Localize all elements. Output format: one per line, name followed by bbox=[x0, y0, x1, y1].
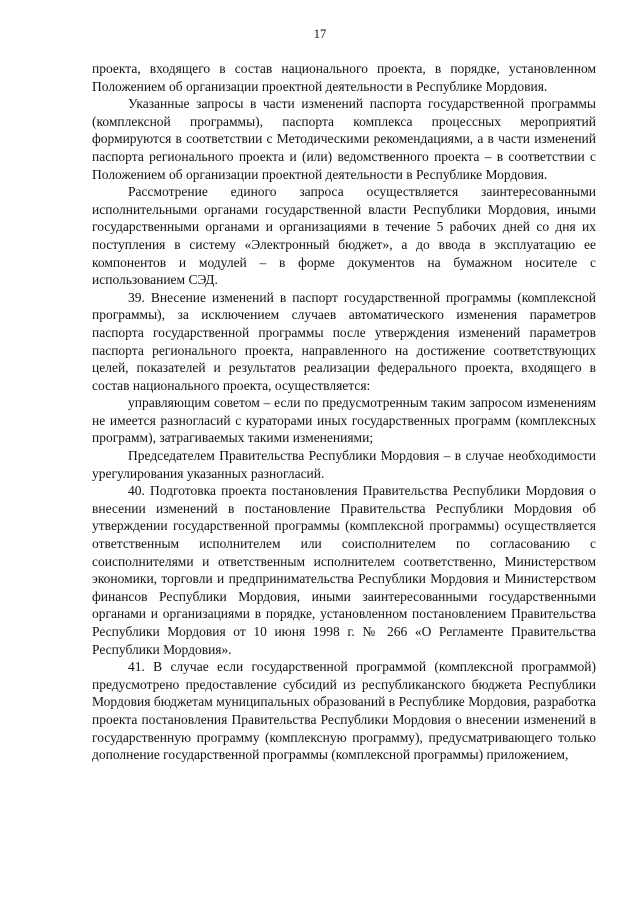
paragraph-requests: Указанные запросы в части изменений паспорта государственной программы (комплексной программы), паспорта комплекса процессных мероприятий формируются в соответствии с Методическими рекомендациями, а в части изменений паспорта регионального проекта и (или) ведомственного проекта – в соответствии с Положением об организации проектной деятельности в Республике Мордовия. bbox=[92, 96, 596, 182]
paragraph-item-39-council: управляющим советом – если по предусмотренным таким запросом изменениям не имеется разногласий с кураторами иных государственных программ (комплексных программ), затрагиваемых такими изменениями; bbox=[92, 395, 596, 446]
document-body bbox=[92, 60, 596, 764]
paragraph-item-39-chairman: Председателем Правительства Республики Мордовия – в случае необходимости урегулирования указанных разногласий. bbox=[92, 448, 596, 481]
paragraph-item-40: 40. Подготовка проекта постановления Правительства Республики Мордовия о внесении изменений в постановление Правительства Республики Мордовия об утверждении государственной программы (комплексной программы) осуществляется ответственным исполнителем или соисполнителем по согласованию с соисполнителями и ответственным исполнителем соответственно, Министерством экономики, торговли и предпринимательства Республики Мордовия и Министерством финансов Республики Мордовия, иными заинтересованными государственными органами и организациями в порядке, установленном постановлением Правительства Республики Мордовия от 10 июня 1998 г. № 266 «О Регламенте Правительства Республики Мордовия». bbox=[92, 483, 596, 657]
paragraph-item-41: 41. В случае если государственной программой (комплексной программой) предусмотрено предоставление субсидий из республиканского бюджета Республики Мордовия бюджетам муниципальных образований в Республике Мордовия, разработка проекта постановления Правительства Республики Мордовия о внесении изменений в государственную программу (комплексную программу), предусматривающего только дополнение государственной программы (комплексной программы) приложением, bbox=[92, 659, 596, 763]
paragraph-continuation: проекта, входящего в состав национального проекта, в порядке, установленном Положением об организации проектной деятельности в Республике Мордовия. bbox=[92, 61, 596, 94]
paragraph-review: Рассмотрение единого запроса осуществляется заинтересованными исполнительными органами государственной власти Республики Мордовия, иными государственными органами и организациями в течение 5 рабочих дней со дня их поступления в систему «Электронный бюджет», а до ввода в эксплуатацию ее компонентов и модулей – в форме документов на бумажном носителе с использованием СЭД. bbox=[92, 184, 596, 288]
paragraph-item-39: 39. Внесение изменений в паспорт государственной программы (комплексной программы), за исключением случаев автоматического изменения параметров паспорта государственной программы после утверждения изменений параметров паспорта регионального проекта, направленного на достижение соответствующих целей, показателей и результатов реализации федерального проекта, входящего в состав национального проекта, осуществляется: bbox=[92, 289, 596, 393]
page-number: 17 bbox=[313, 27, 327, 41]
